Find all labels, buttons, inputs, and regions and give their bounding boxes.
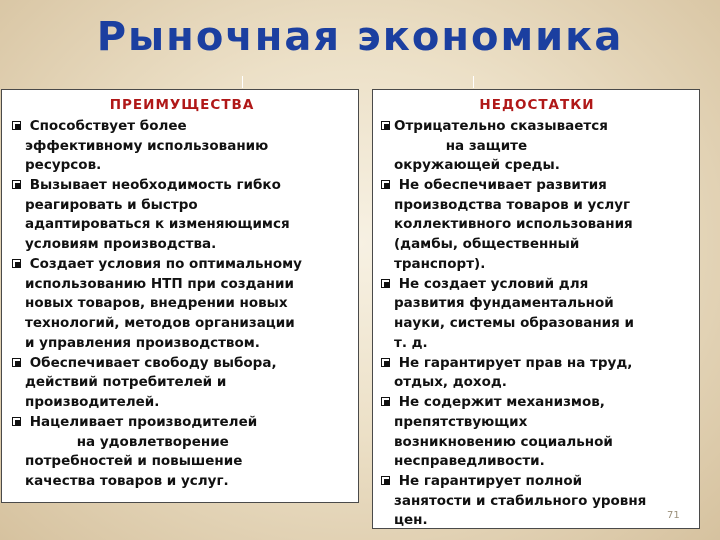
- disadvantage-item-text-line: коллективного использования: [394, 216, 633, 233]
- disadvantage-item-text-line: Не содержит механизмов,: [394, 394, 605, 411]
- advantage-item-text-line: ресурсов.: [25, 157, 102, 174]
- disadvantage-item-text-line: несправедливости.: [394, 453, 545, 470]
- advantage-item-text-line: Обеспечивает свободу выбора,: [25, 354, 277, 371]
- checkbox-bullet-icon: [381, 121, 390, 130]
- advantage-item-text-line: эффективному использованию: [25, 137, 269, 154]
- disadvantage-item-text-line: Не гарантирует полной: [394, 473, 583, 490]
- checkbox-bullet-icon: [12, 417, 21, 426]
- advantage-item-text-line: качества товаров и услуг.: [25, 472, 229, 489]
- disadvantage-item-text-line: Отрицательно сказывается: [394, 118, 608, 134]
- disadvantage-item: [381, 176, 693, 274]
- page-number: 71: [667, 510, 680, 521]
- disadvantages-panel: [372, 89, 700, 529]
- checkbox-bullet-icon: [381, 279, 390, 288]
- disadvantage-item: [381, 393, 693, 471]
- disadvantage-item-text-line: производства товаров и услуг: [394, 196, 631, 213]
- advantages-heading: ПРЕИМУЩЕСТВА: [109, 97, 255, 113]
- advantages-panel: [1, 89, 359, 503]
- disadvantage-item-text-line: цен.: [394, 512, 428, 529]
- disadvantage-item-text-line: т. д.: [394, 334, 428, 351]
- advantage-item: [12, 117, 352, 176]
- checkbox-bullet-icon: [12, 259, 21, 268]
- checkbox-bullet-icon: [381, 180, 390, 189]
- checkbox-bullet-icon: [381, 397, 390, 406]
- disadvantage-item-text-line: Не гарантирует прав на труд,: [394, 354, 633, 371]
- advantage-item: [12, 255, 352, 353]
- divider-tick-left: [242, 76, 243, 88]
- divider-tick-right: [473, 76, 474, 88]
- advantage-item: [12, 176, 352, 254]
- advantage-item-text-line: Создает условия по оптимальному: [25, 256, 302, 273]
- advantage-item-text-line: реагировать и быстро: [25, 196, 198, 213]
- disadvantage-item-text-line: Не обеспечивает развития: [394, 177, 607, 194]
- disadvantage-item-text-line: (дамбы, общественный: [394, 236, 580, 253]
- slide-title: Рыночная экономика: [96, 14, 624, 60]
- advantage-item-text-line: условиям производства.: [25, 236, 217, 253]
- disadvantage-item-text-line: возникновению социальной: [394, 433, 613, 450]
- checkbox-bullet-icon: [381, 358, 390, 367]
- disadvantages-heading: НЕДОСТАТКИ: [479, 97, 595, 113]
- checkbox-bullet-icon: [12, 121, 21, 130]
- advantage-item-text-line: Нацеливает производителей: [25, 413, 258, 430]
- advantage-item-text-line: Вызывает необходимость гибко: [25, 177, 281, 194]
- advantage-item-text-line: новых товаров, внедрении новых: [25, 295, 288, 312]
- disadvantage-item: [381, 472, 693, 529]
- advantage-item-text-line: использованию НТП при создании: [25, 275, 294, 292]
- advantages-list: [12, 117, 352, 491]
- disadvantage-item-text-line: развития фундаментальной: [394, 295, 614, 312]
- advantage-item-text-line: на удовлетворение: [25, 433, 229, 450]
- advantage-item-text-line: технологий, методов организации: [25, 314, 295, 331]
- disadvantage-item: [381, 354, 693, 393]
- advantage-item: [12, 354, 352, 413]
- disadvantage-item: [381, 275, 693, 353]
- checkbox-bullet-icon: [12, 180, 21, 189]
- disadvantages-list: [381, 117, 693, 529]
- advantage-item-text-line: потребностей и повышение: [25, 453, 243, 470]
- disadvantage-item-text-line: транспорт).: [394, 255, 486, 272]
- disadvantage-item-text-line: отдых, доход.: [394, 374, 507, 391]
- advantage-item: [12, 413, 352, 491]
- advantage-item-text-line: адаптироваться к изменяющимся: [25, 216, 290, 233]
- advantage-item-text-line: действий потребителей и: [25, 374, 227, 391]
- advantage-item-text-line: производителей.: [25, 393, 160, 410]
- disadvantage-item: [381, 117, 693, 176]
- disadvantage-item-text-line: Не создает условий для: [394, 275, 589, 292]
- checkbox-bullet-icon: [381, 476, 390, 485]
- advantage-item-text-line: Способствует более: [25, 118, 187, 134]
- disadvantage-item-text-line: науки, системы образования и: [394, 314, 634, 331]
- disadvantage-item-text-line: окружающей среды.: [394, 157, 560, 174]
- disadvantage-item-text-line: на защите: [394, 137, 528, 154]
- disadvantage-item-text-line: занятости и стабильного уровня: [394, 492, 647, 509]
- advantage-item-text-line: и управления производством.: [25, 334, 260, 351]
- disadvantage-item-text-line: препятствующих: [394, 413, 528, 430]
- checkbox-bullet-icon: [12, 358, 21, 367]
